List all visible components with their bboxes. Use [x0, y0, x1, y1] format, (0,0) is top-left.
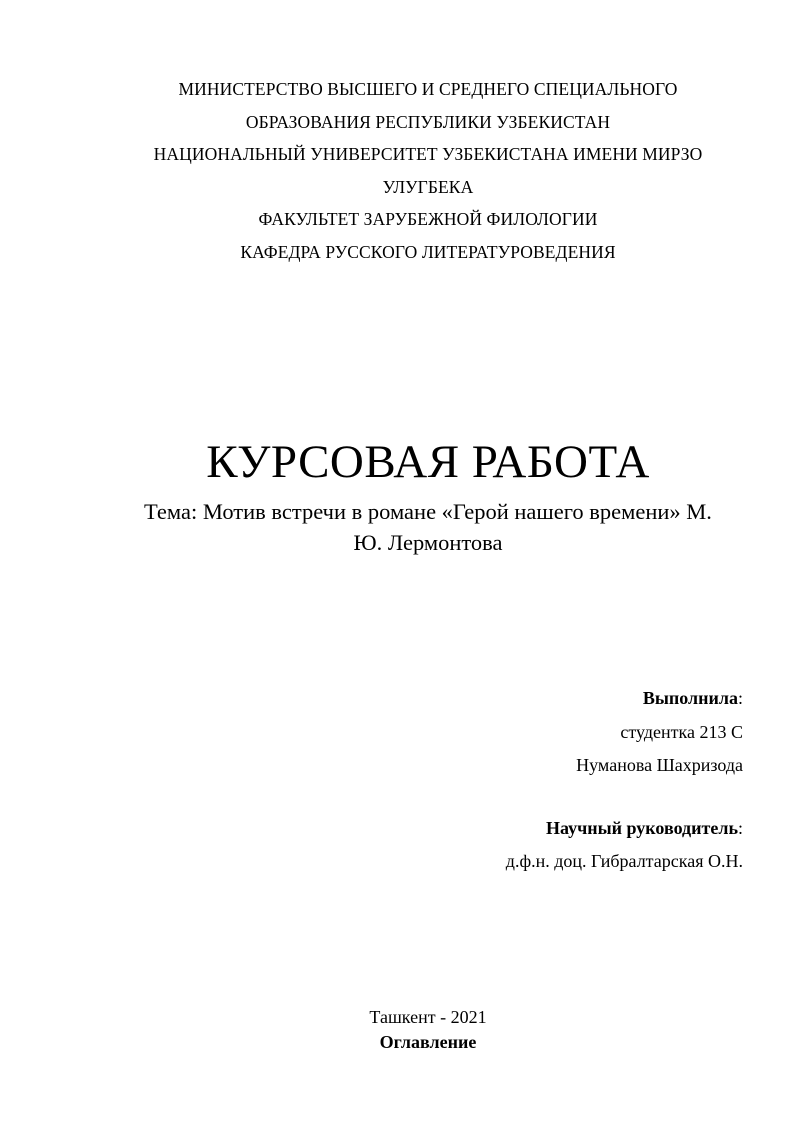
- supervisor-label-colon: :: [737, 817, 743, 838]
- author-label: Выполнила: [642, 688, 738, 708]
- header-line-faculty: ФАКУЛЬТЕТ ЗАРУБЕЖНОЙ ФИЛОЛОГИИ: [258, 209, 598, 229]
- city-year: Ташкент - 2021: [369, 1007, 487, 1027]
- document-title: КУРСОВАЯ РАБОТА: [206, 436, 650, 488]
- header-line-ministry-2: ОБРАЗОВАНИЯ РЕСПУБЛИКИ УЗБЕКИСТАН: [245, 111, 611, 132]
- author-role: студентка 213 С: [620, 721, 743, 742]
- topic-line-1: Тема: Мотив встречи в романе «Герой нашего времени» М.: [144, 499, 712, 524]
- header-line-university-1: НАЦИОНАЛЬНЫЙ УНИВЕРСИТЕТ УЗБЕКИСТАНА ИМЕНИ МИРЗО: [153, 144, 703, 164]
- supervisor-name: д.ф.н. доц. Гибралтарская О.Н.: [505, 851, 743, 871]
- spacer: [343, 783, 743, 812]
- header-line-department: КАФЕДРА РУССКОГО ЛИТЕРАТУРОВЕДЕНИЯ: [240, 241, 616, 262]
- topic: [100, 496, 756, 558]
- author-label-line: [343, 682, 743, 716]
- author-name: Нуманова Шахризода: [576, 755, 743, 775]
- topic-line-2: Ю. Лермонтова: [353, 530, 503, 555]
- supervisor-label: Научный руководитель: [545, 817, 738, 838]
- author-info: [343, 682, 743, 879]
- toc-heading: Оглавление: [379, 1032, 477, 1052]
- supervisor-label-line: [343, 812, 743, 846]
- author-label-colon: :: [737, 688, 743, 708]
- institution-header: [110, 73, 746, 268]
- header-line-ministry-1: МИНИСТЕРСТВО ВЫСШЕГО И СРЕДНЕГО СПЕЦИАЛЬНОГО: [178, 79, 678, 99]
- header-line-university-2: УЛУГБЕКА: [382, 176, 474, 197]
